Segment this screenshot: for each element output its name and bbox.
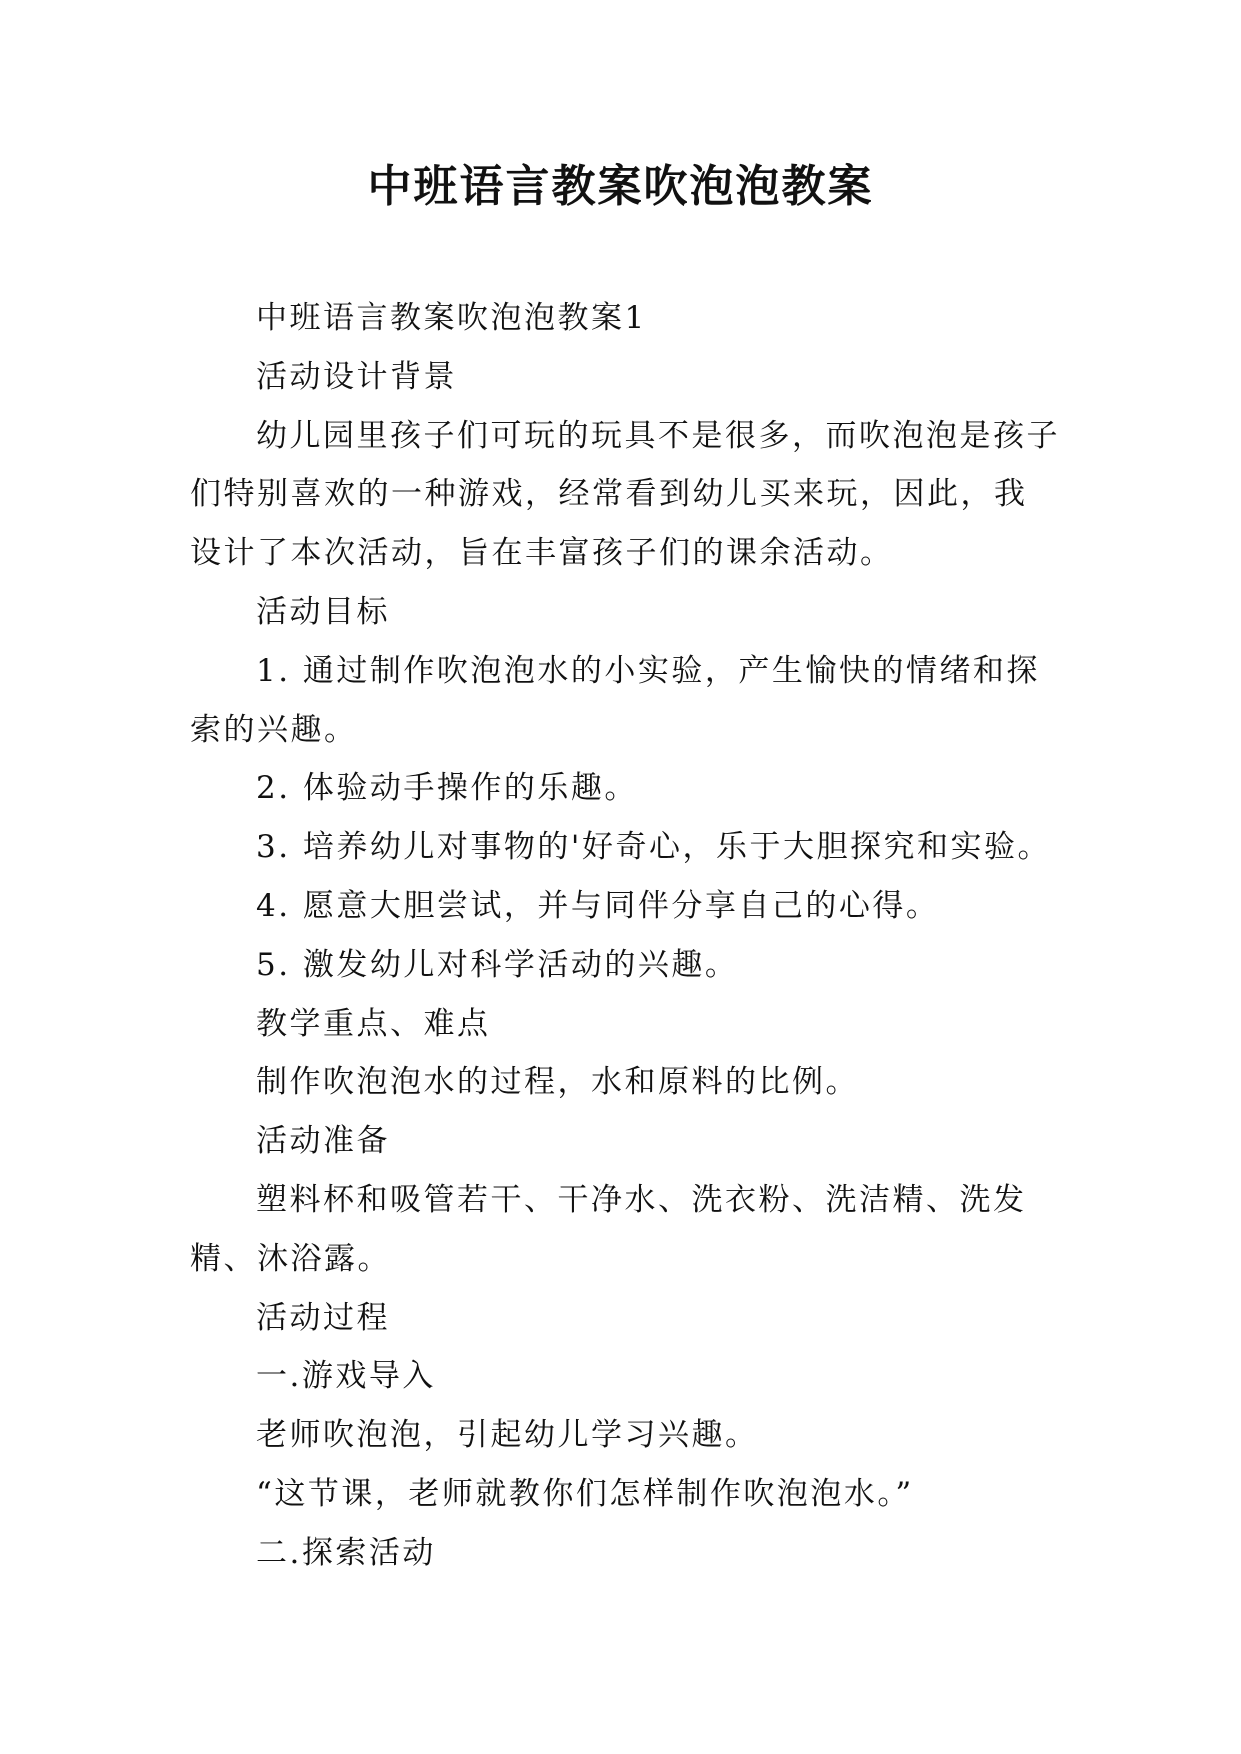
document-title: 中班语言教案吹泡泡教案	[367, 161, 874, 212]
doc-heading-keypoints: 教学重点、难点	[256, 1005, 491, 1042]
doc-paragraph: 塑料杯和吸管若干、干净水、洗衣粉、洗洁精、洗发精、沐浴露。	[190, 1181, 1027, 1277]
doc-heading-process: 活动过程	[256, 1299, 390, 1336]
doc-subheading: 一.游戏导入	[256, 1358, 436, 1395]
doc-heading-background: 活动设计背景	[256, 358, 457, 395]
doc-quote: “这节课，老师就教你们怎样制作吹泡泡水。”	[256, 1475, 914, 1512]
doc-list-item: 1. 通过制作吹泡泡水的小实验，产生愉快的情绪和探索的兴趣。	[190, 652, 1040, 748]
doc-list-item: 5. 激发幼儿对科学活动的兴趣。	[256, 946, 739, 983]
doc-subheading: 二.探索活动	[256, 1534, 436, 1571]
doc-paragraph: 制作吹泡泡水的过程，水和原料的比例。	[256, 1064, 859, 1101]
doc-list-item: 4. 愿意大胆尝试，并与同伴分享自己的心得。	[256, 887, 940, 924]
doc-heading-preparation: 活动准备	[256, 1123, 390, 1160]
doc-heading-goals: 活动目标	[256, 593, 390, 630]
doc-paragraph: 老师吹泡泡，引起幼儿学习兴趣。	[256, 1417, 759, 1454]
document-body	[190, 289, 1060, 1583]
doc-paragraph: 幼儿园里孩子们可玩的玩具不是很多，而吹泡泡是孩子们特别喜欢的一种游戏，经常看到幼儿买来玩，因此，我设计了本次活动，旨在丰富孩子们的课余活动。	[190, 417, 1060, 572]
doc-paragraph: 中班语言教案吹泡泡教案1	[256, 300, 647, 336]
doc-list-item: 3. 培养幼儿对事物的'好奇心，乐于大胆探究和实验。	[256, 829, 1051, 866]
doc-list-item: 2. 体验动手操作的乐趣。	[256, 770, 638, 807]
